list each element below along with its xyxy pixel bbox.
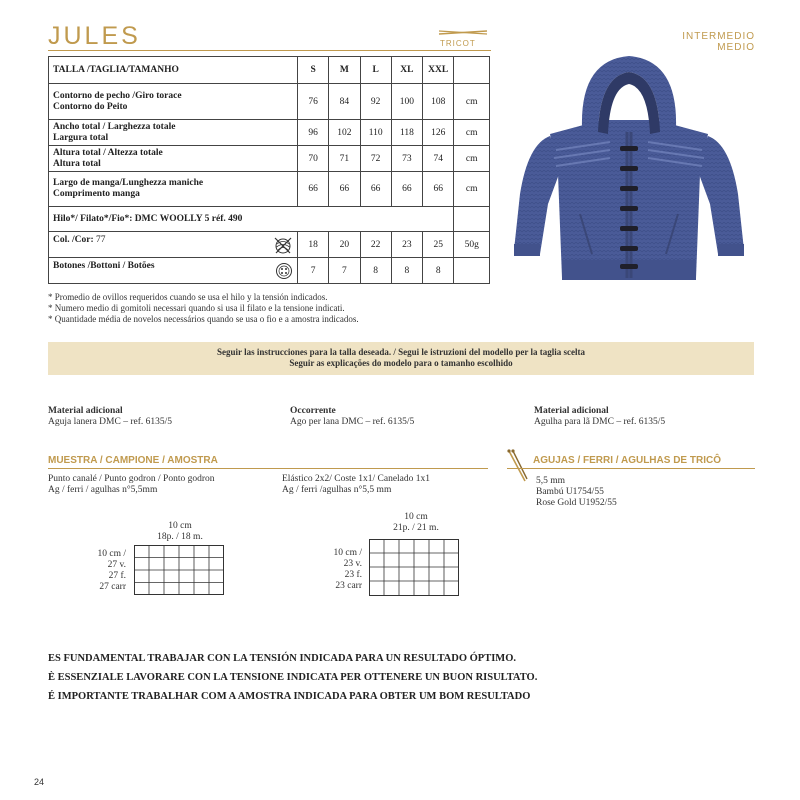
table-row: [49, 120, 490, 146]
swatch-top-line: 10 cm: [168, 521, 192, 531]
swatch-width-label: [138, 521, 222, 543]
value-cell: 70: [298, 146, 329, 172]
value-cell: 8: [360, 258, 391, 284]
material-text: Aguja lanera DMC – ref. 6135/5: [48, 417, 172, 427]
unit-cell: cm: [454, 146, 490, 172]
label-line: Altura total: [53, 158, 101, 169]
table-row: [49, 84, 490, 120]
value-cell: 23: [391, 232, 422, 258]
value-cell: 20: [329, 232, 360, 258]
size-cell: L: [360, 57, 391, 84]
swatch-height-label: [60, 549, 126, 593]
agujas-title: AGUJAS / FERRI / AGULHAS DE TRICÔ: [533, 455, 721, 466]
table-row: [49, 146, 490, 172]
label-line: Contorno do Peito: [53, 101, 128, 112]
material-block: [534, 406, 665, 428]
notice-line: È ESSENZIALE LAVORARE CON LA TENSIONE INDICATA PER OTTENERE UN BUON RISULTATO.: [48, 672, 538, 683]
material-block: [290, 406, 414, 428]
needle-line: Rose Gold U1952/55: [536, 498, 617, 508]
swatch-top-line: 18p. / 18 m.: [157, 532, 203, 542]
value-cell: 96: [298, 120, 329, 146]
row-label: [49, 258, 298, 284]
size-table: [48, 56, 490, 284]
size-cell: S: [298, 57, 329, 84]
value-cell: 66: [360, 172, 391, 207]
material-block: [48, 406, 172, 428]
knitting-needle-icon: [437, 29, 489, 37]
color-label: Col. /Cor:: [53, 235, 94, 245]
value-cell: 66: [298, 172, 329, 207]
unit-cell: cm: [454, 120, 490, 146]
size-cell: M: [329, 57, 360, 84]
swatch-top-line: 21p. / 21 m.: [393, 523, 439, 533]
cardigan-photo: [510, 54, 748, 294]
value-cell: 108: [423, 84, 454, 120]
value-cell: 118: [391, 120, 422, 146]
yarn-label: Hilo*/ Filato*/Fio*: DMC WOOLLY 5 réf. 490: [49, 207, 454, 232]
footnote: * Promedio de ovillos requeridos cuando se usa el hilo y la tensión indicados.: [48, 292, 328, 302]
label-line: Ancho total / Larghezza totale: [53, 121, 176, 132]
label-line: Comprimento manga: [53, 189, 140, 199]
swatch-height-label: [296, 548, 362, 592]
value-cell: 92: [360, 84, 391, 120]
size-header-label: TALLA /TAGLIA/TAMANHO: [49, 57, 298, 84]
value-cell: 100: [391, 84, 422, 120]
swatch-side-line: 27 carr: [99, 582, 126, 592]
gauge-swatch-grid: [134, 545, 224, 595]
value-cell: 8: [391, 258, 422, 284]
swatch-side-line: 23 f.: [344, 570, 362, 580]
swatch-side-line: 10 cm /: [97, 549, 126, 559]
yarn-row: [49, 207, 490, 232]
instructions-banner: [48, 342, 754, 375]
button-icon: [275, 262, 293, 280]
stitch-description: [282, 474, 430, 496]
needle-info: [536, 476, 617, 509]
level-line: INTERMEDIO: [682, 31, 755, 42]
unit-cell: cm: [454, 84, 490, 120]
unit-cell: [454, 57, 490, 84]
needle-line: Bambú U1754/55: [536, 487, 604, 497]
footnotes: [48, 292, 359, 325]
value-cell: 18: [298, 232, 329, 258]
value-cell: 66: [329, 172, 360, 207]
color-code: 77: [96, 235, 106, 245]
difficulty-level: [682, 31, 755, 53]
swatch-top-line: 10 cm: [404, 512, 428, 522]
value-cell: 102: [329, 120, 360, 146]
stitch-description: [48, 474, 215, 496]
material-text: Agulha para lã DMC – ref. 6135/5: [534, 417, 666, 427]
unit-cell: [454, 207, 490, 232]
knitting-needles-icon: [505, 449, 529, 483]
swatch-side-line: 23 carr: [335, 581, 362, 591]
buttons-label: Botones /Bottoni / Botões: [53, 261, 155, 271]
yarn-ball-icon: [273, 236, 293, 254]
value-cell: 71: [329, 146, 360, 172]
value-cell: 110: [360, 120, 391, 146]
title-underline: [48, 50, 491, 51]
level-line: MEDIO: [717, 42, 755, 53]
row-label: [49, 84, 298, 120]
pattern-title: JULES: [48, 22, 141, 50]
value-cell: 74: [423, 146, 454, 172]
label-line: Altura total / Altezza totale: [53, 147, 163, 158]
value-cell: 73: [391, 146, 422, 172]
section-divider: [48, 468, 488, 469]
table-row: [49, 172, 490, 207]
gauge-swatch-grid: [369, 539, 459, 596]
value-cell: 22: [360, 232, 391, 258]
banner-line: Seguir as explicações do modelo para o tamanho escolhido: [289, 358, 513, 368]
table-header-row: [49, 57, 490, 84]
value-cell: 7: [298, 258, 329, 284]
needle-line: 5,5 mm: [536, 476, 566, 486]
buttons-row: [49, 258, 490, 284]
value-cell: 84: [329, 84, 360, 120]
swatch-side-line: 27 v.: [107, 560, 126, 570]
size-cell: XXL: [423, 57, 454, 84]
value-cell: 66: [391, 172, 422, 207]
footnote: * Quantidade média de novelos necessários quando se usa o fio e a amostra indicados.: [48, 314, 359, 324]
stitch-line: Ag / ferri / agulhas n°5,5mm: [48, 485, 158, 495]
unit-cell: cm: [454, 172, 490, 207]
tension-notice: [48, 649, 537, 706]
value-cell: 126: [423, 120, 454, 146]
row-label: [49, 232, 298, 258]
notice-line: É IMPORTANTE TRABALHAR COM A AMOSTRA INDICADA PARA OBTER UM BOM RESULTADO: [48, 691, 531, 702]
material-title: Material adicional: [48, 406, 123, 416]
material-title: Material adicional: [534, 406, 609, 416]
material-text: Ago per lana DMC – ref. 6135/5: [290, 417, 415, 427]
banner-line: Seguir las instrucciones para la talla deseada. / Segui le istruzioni del modello per la taglia scelta: [217, 347, 585, 357]
unit-cell: 50g: [454, 232, 490, 258]
row-label: [49, 146, 298, 172]
label-line: Contorno de pecho /Giro torace: [53, 90, 182, 101]
section-divider: [507, 468, 755, 469]
color-row: [49, 232, 490, 258]
swatch-side-line: 23 v.: [343, 559, 362, 569]
stitch-line: Elástico 2x2/ Coste 1x1/ Canelado 1x1: [282, 474, 431, 484]
row-label: [49, 172, 298, 207]
material-title: Occorrente: [290, 406, 336, 416]
value-cell: 66: [423, 172, 454, 207]
label-line: Largo de manga/Lunghezza maniche: [53, 178, 204, 188]
swatch-side-line: 27 f.: [108, 571, 126, 581]
swatch-width-label: [370, 512, 462, 534]
technique-label: TRICOT: [440, 39, 476, 48]
value-cell: 76: [298, 84, 329, 120]
value-cell: 7: [329, 258, 360, 284]
swatch-side-line: 10 cm /: [333, 548, 362, 558]
muestra-title: MUESTRA / CAMPIONE / AMOSTRA: [48, 455, 218, 466]
value-cell: 8: [423, 258, 454, 284]
label-line: Largura total: [53, 132, 109, 143]
unit-cell: [454, 258, 490, 284]
page-number: 24: [34, 777, 45, 787]
size-cell: XL: [391, 57, 422, 84]
value-cell: 72: [360, 146, 391, 172]
stitch-line: Ag / ferri /agulhas n°5,5 mm: [282, 485, 392, 495]
notice-line: ES FUNDAMENTAL TRABAJAR CON LA TENSIÓN INDICADA PARA UN RESULTADO ÓPTIMO.: [48, 653, 516, 664]
stitch-line: Punto canalé / Punto godron / Ponto godron: [48, 474, 215, 484]
value-cell: 25: [423, 232, 454, 258]
row-label: [49, 120, 298, 146]
footnote: * Numero medio di gomitoli necessari quando si usa il filato e la tensione indicati.: [48, 303, 345, 313]
